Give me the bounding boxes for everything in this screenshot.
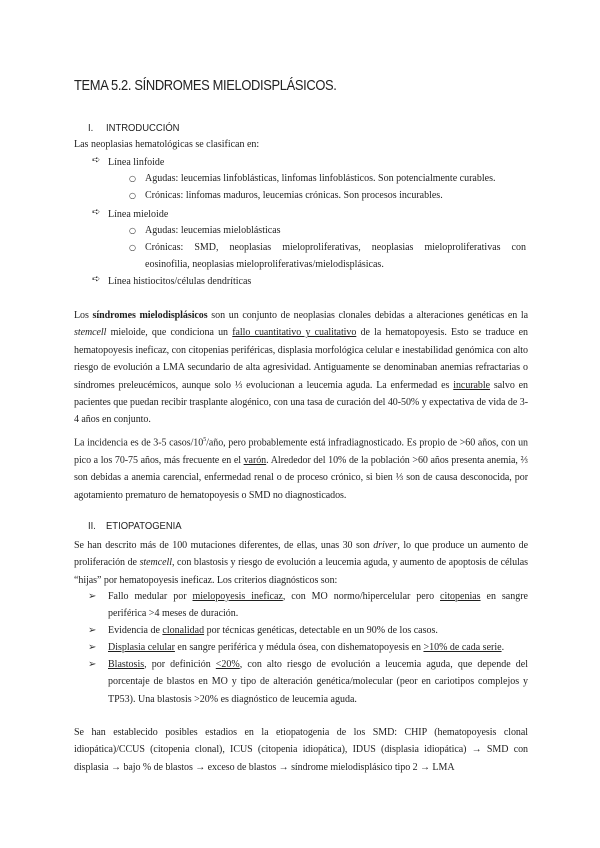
arrow-bullet-icon: ➪ — [92, 207, 101, 218]
section-heading-introduccion — [88, 122, 180, 134]
intro-text: Las neoplasias hematológicas se clasifican en: — [74, 139, 260, 150]
sub-item-linfoide-agudas: Agudas: leucemias linfoblásticas, linfomas linfoblásticos. Son potencialmente curables. — [145, 173, 496, 184]
criterio-clonalidad: Evidencia de clonalidad por técnicas genéticas, detectable en un 90% de los casos. — [108, 625, 438, 636]
list-item-linfoide: Línea linfoide — [108, 157, 165, 168]
page-title: TEMA 5.2. SÍNDROMES MIELODISPLÁSICOS. — [74, 77, 337, 94]
sub-item-mieloide-cronicas-cont: eosinofilia, neoplasias mieloproliferativas/mielodisplásicas. — [145, 259, 384, 270]
circle-bullet-icon: ○ — [129, 191, 136, 200]
paragraph-mutaciones: Se han descrito más de 100 mutaciones diferentes, de ellas, unas 30 son driver, lo que produce un aumento de proliferación de stemcell, con blastosis y riesgo de evolución a leucemia aguda, y aumento de apoptosis de células “hijas” por hematopoyesis ineficaz. Los criterios diagnósticos son: — [74, 540, 529, 586]
section-heading-etiopatogenia — [88, 520, 182, 532]
criterio-displasia: Displasia celular en sangre periférica y médula ósea, con dishematopoyesis en >10% de cada serie. — [108, 642, 505, 653]
criterio-fallo-medular: Fallo medular por mielopoyesis ineficaz, con MO normo/hipercelular pero citopenias en sangre periférica >4 meses de duración. — [108, 591, 528, 620]
sub-item-mieloide-cronicas: Crónicas: SMD, neoplasias mieloproliferativas, neoplasias mieloproliferativas con — [145, 242, 526, 253]
circle-bullet-icon: ○ — [129, 243, 136, 252]
section-number: I. — [88, 122, 94, 134]
arrowhead-bullet-icon: ➢ — [88, 642, 97, 653]
arrow-bullet-icon: ➪ — [92, 274, 101, 285]
criterio-blastosis: Blastosis, por definición <20%, con alto riesgo de evolución a leucemia aguda, que depende del porcentaje de blastos en MO y tipo de alteración genética/molecular (peor en cariotipos complejos y TP53). Una blastosis >20% es diagnóstico de leucemia aguda. — [108, 659, 528, 705]
list-item-mieloide: Línea mieloide — [108, 209, 169, 220]
section-title: INTRODUCCIÓN — [106, 122, 180, 134]
paragraph-definicion: Los síndromes mielodisplásicos son un conjunto de neoplasias clonales debidas a alteraciones genéticas en la stemcell mieloide, que condiciona un fallo cuantitativo y cualitativo de la hematopoyesis. Esto se traduce en hematopoyesis ineficaz, con citopenias periféricas, displasia morfológica celular e inestabilidad genómica con alto riesgo de evolución a LMA secundario de alta agresividad. Antiguamente se denominaban anemias refractarias o síndromes preleucémicos, aunque solo ⅓ evolucionan a leucemia aguda. La enfermedad es incurable salvo en pacientes que puedan recibir trasplante alogénico, con una tasa de curación del 40-50% y expectativa de vida de 3-4 años en conjunto. — [74, 310, 529, 426]
circle-bullet-icon: ○ — [129, 226, 136, 235]
section-title: ETIOPATOGENIA — [106, 520, 182, 532]
sub-item-linfoide-cronicas: Crónicas: linfomas maduros, leucemias crónicas. Son procesos incurables. — [145, 190, 443, 201]
paragraph-incidencia: La incidencia es de 3-5 casos/$10^5$/año, pero probablemente está infradiagnosticado. Es propio de >60 años, con un pico a los 70-75 años, más frecuente en el varón. Alrededor del 10% de la población >60 años presenta anemia, ⅔ son debidas a anemia carencial, enfermedad renal o de proceso crónico, si bien ⅓ son de causa desconocida, por agotamiento prematuro de hematopoyesis o SMD no diagnosticados. — [74, 437, 528, 501]
sub-item-mieloide-agudas: Agudas: leucemias mieloblásticas — [145, 225, 281, 236]
arrowhead-bullet-icon: ➢ — [88, 591, 97, 602]
arrow-bullet-icon: ➪ — [92, 155, 101, 166]
arrowhead-bullet-icon: ➢ — [88, 625, 97, 636]
list-item-histiocitos: Línea histiocitos/células dendríticas — [108, 276, 252, 287]
paragraph-estadios: Se han establecido posibles estadios en la etiopatogenia de los SMD: CHIP (hematopoyesis clonal idiopática)/CCUS (citopenia clonal), ICUS (citopenia idiopática), IDUS (displasia idiopática) → SMD con displasia → bajo % de blastos → exceso de blastos → síndrome mielodisplásico tipo 2 → LMA — [74, 727, 528, 773]
arrowhead-bullet-icon: ➢ — [88, 659, 97, 670]
section-number: II. — [88, 520, 96, 532]
circle-bullet-icon: ○ — [129, 174, 136, 183]
